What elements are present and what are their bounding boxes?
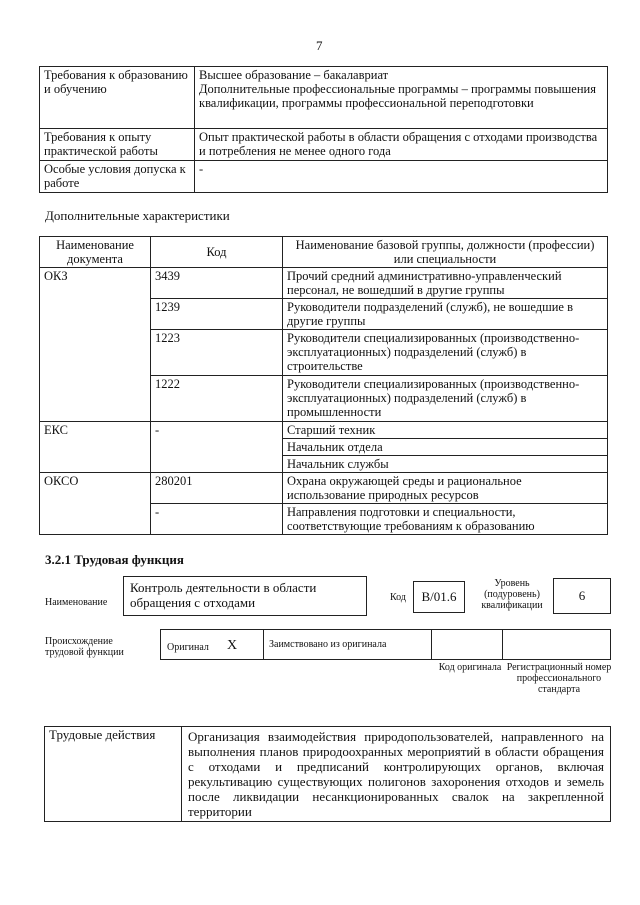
original-label: Оригинал — [167, 642, 209, 653]
cell-code: 1239 — [151, 299, 283, 330]
table-row — [40, 330, 608, 376]
cell-name: Начальник службы — [283, 456, 608, 473]
table-row — [40, 161, 608, 193]
actions-text: Организация взаимодействия природопользователей, направленного на выполнения планов природоохранных мероприятий в области обращения с отходами и предписаний контролирующих органов, включая рекультивацию существующих полигонов захоронения отходов и земель после ликвидации несанкционированных свалок на закрепленной территории — [182, 727, 611, 822]
cell-doc — [40, 456, 151, 473]
req-label: Требования к образованию и обучению — [40, 67, 195, 129]
code-value-box — [413, 581, 465, 613]
cell-doc — [40, 376, 151, 422]
cell-code: 1222 — [151, 376, 283, 422]
cell-name: Начальник отдела — [283, 439, 608, 456]
extra-table — [39, 236, 608, 535]
code-caption: Код оригинала — [438, 662, 502, 673]
extra-title: Дополнительные характеристики — [45, 208, 230, 223]
req-label: Требования к опыту практической работы — [40, 129, 195, 161]
table-row — [40, 67, 608, 129]
cell-doc: ОКСО — [40, 473, 151, 504]
cell-name: Прочий средний административно-управленческий персонал, не вошедший в другие группы — [283, 268, 608, 299]
cell-code: 1223 — [151, 330, 283, 376]
cell-name: Охрана окружающей среды и рациональное использование природных ресурсов — [283, 473, 608, 504]
level-value-box — [553, 578, 611, 614]
name-value: Контроль деятельности в области обращения с отходами — [130, 580, 317, 610]
header-name: Наименование базовой группы, должности (профессии) или специальности — [283, 237, 608, 268]
cell-doc — [40, 330, 151, 376]
level-value: 6 — [578, 588, 586, 603]
table-row — [40, 456, 608, 473]
original-mark: X — [227, 638, 238, 653]
cell-code: 3439 — [151, 268, 283, 299]
code-value: В/01.6 — [421, 589, 457, 604]
table-row — [40, 299, 608, 330]
cell-name: Руководители специализированных (производственно-эксплуатационных) подразделений (служб) в промышленности — [283, 376, 608, 422]
cell-name: Направления подготовки и специальности, соответствующие требованиям к образованию — [283, 504, 608, 535]
cell-doc — [40, 299, 151, 330]
borrowed-label: Заимствовано из оригинала — [269, 639, 387, 650]
cell-code — [151, 456, 283, 473]
table-header-row — [40, 237, 608, 268]
table-row — [40, 504, 608, 535]
level-label: Уровень (подуровень) квалификации — [481, 578, 543, 611]
requirements-table — [39, 66, 608, 193]
cell-code: - — [151, 422, 283, 439]
section-title: 3.2.1 Трудовая функция — [45, 552, 184, 567]
code-label: Код — [390, 592, 406, 603]
divider — [502, 630, 503, 659]
cell-doc — [40, 504, 151, 535]
table-row — [40, 129, 608, 161]
req-value — [195, 67, 608, 129]
req-value: Опыт практической работы в области обращения с отходами производства и потребления не менее одного года — [195, 129, 608, 161]
cell-name: Старший техник — [283, 422, 608, 439]
page-number: 7 — [316, 38, 323, 53]
req-value: - — [195, 161, 608, 193]
actions-table — [44, 726, 611, 822]
cell-code: 280201 — [151, 473, 283, 504]
req-label: Особые условия допуска к работе — [40, 161, 195, 193]
name-label: Наименование — [45, 597, 108, 608]
cell-name: Руководители специализированных (производственно-эксплуатационных) подразделений (служб) в строительстве — [283, 330, 608, 376]
table-row — [40, 268, 608, 299]
origin-row — [160, 629, 611, 660]
table-row — [40, 473, 608, 504]
cell-doc — [40, 439, 151, 456]
table-row — [40, 439, 608, 456]
divider — [431, 630, 432, 659]
req-line: Дополнительные профессиональные программы – программы повышения квалификации, программы профессиональной переподготовки — [199, 82, 596, 110]
actions-label: Трудовые действия — [45, 727, 182, 822]
table-row — [40, 422, 608, 439]
name-value-box — [123, 576, 367, 616]
cell-code: - — [151, 504, 283, 535]
header-doc: Наименование документа — [40, 237, 151, 268]
table-row — [45, 727, 611, 822]
origin-label: Происхождение трудовой функции — [45, 636, 124, 658]
cell-name: Руководители подразделений (служб), не вошедшие в другие группы — [283, 299, 608, 330]
cell-doc: ЕКС — [40, 422, 151, 439]
cell-code — [151, 439, 283, 456]
header-code: Код — [151, 237, 283, 268]
cell-doc: ОКЗ — [40, 268, 151, 299]
divider — [263, 630, 264, 659]
reg-caption: Регистрационный номер профессионального стандарта — [506, 662, 612, 695]
req-line: Высшее образование – бакалавриат — [199, 68, 389, 82]
table-row — [40, 376, 608, 422]
